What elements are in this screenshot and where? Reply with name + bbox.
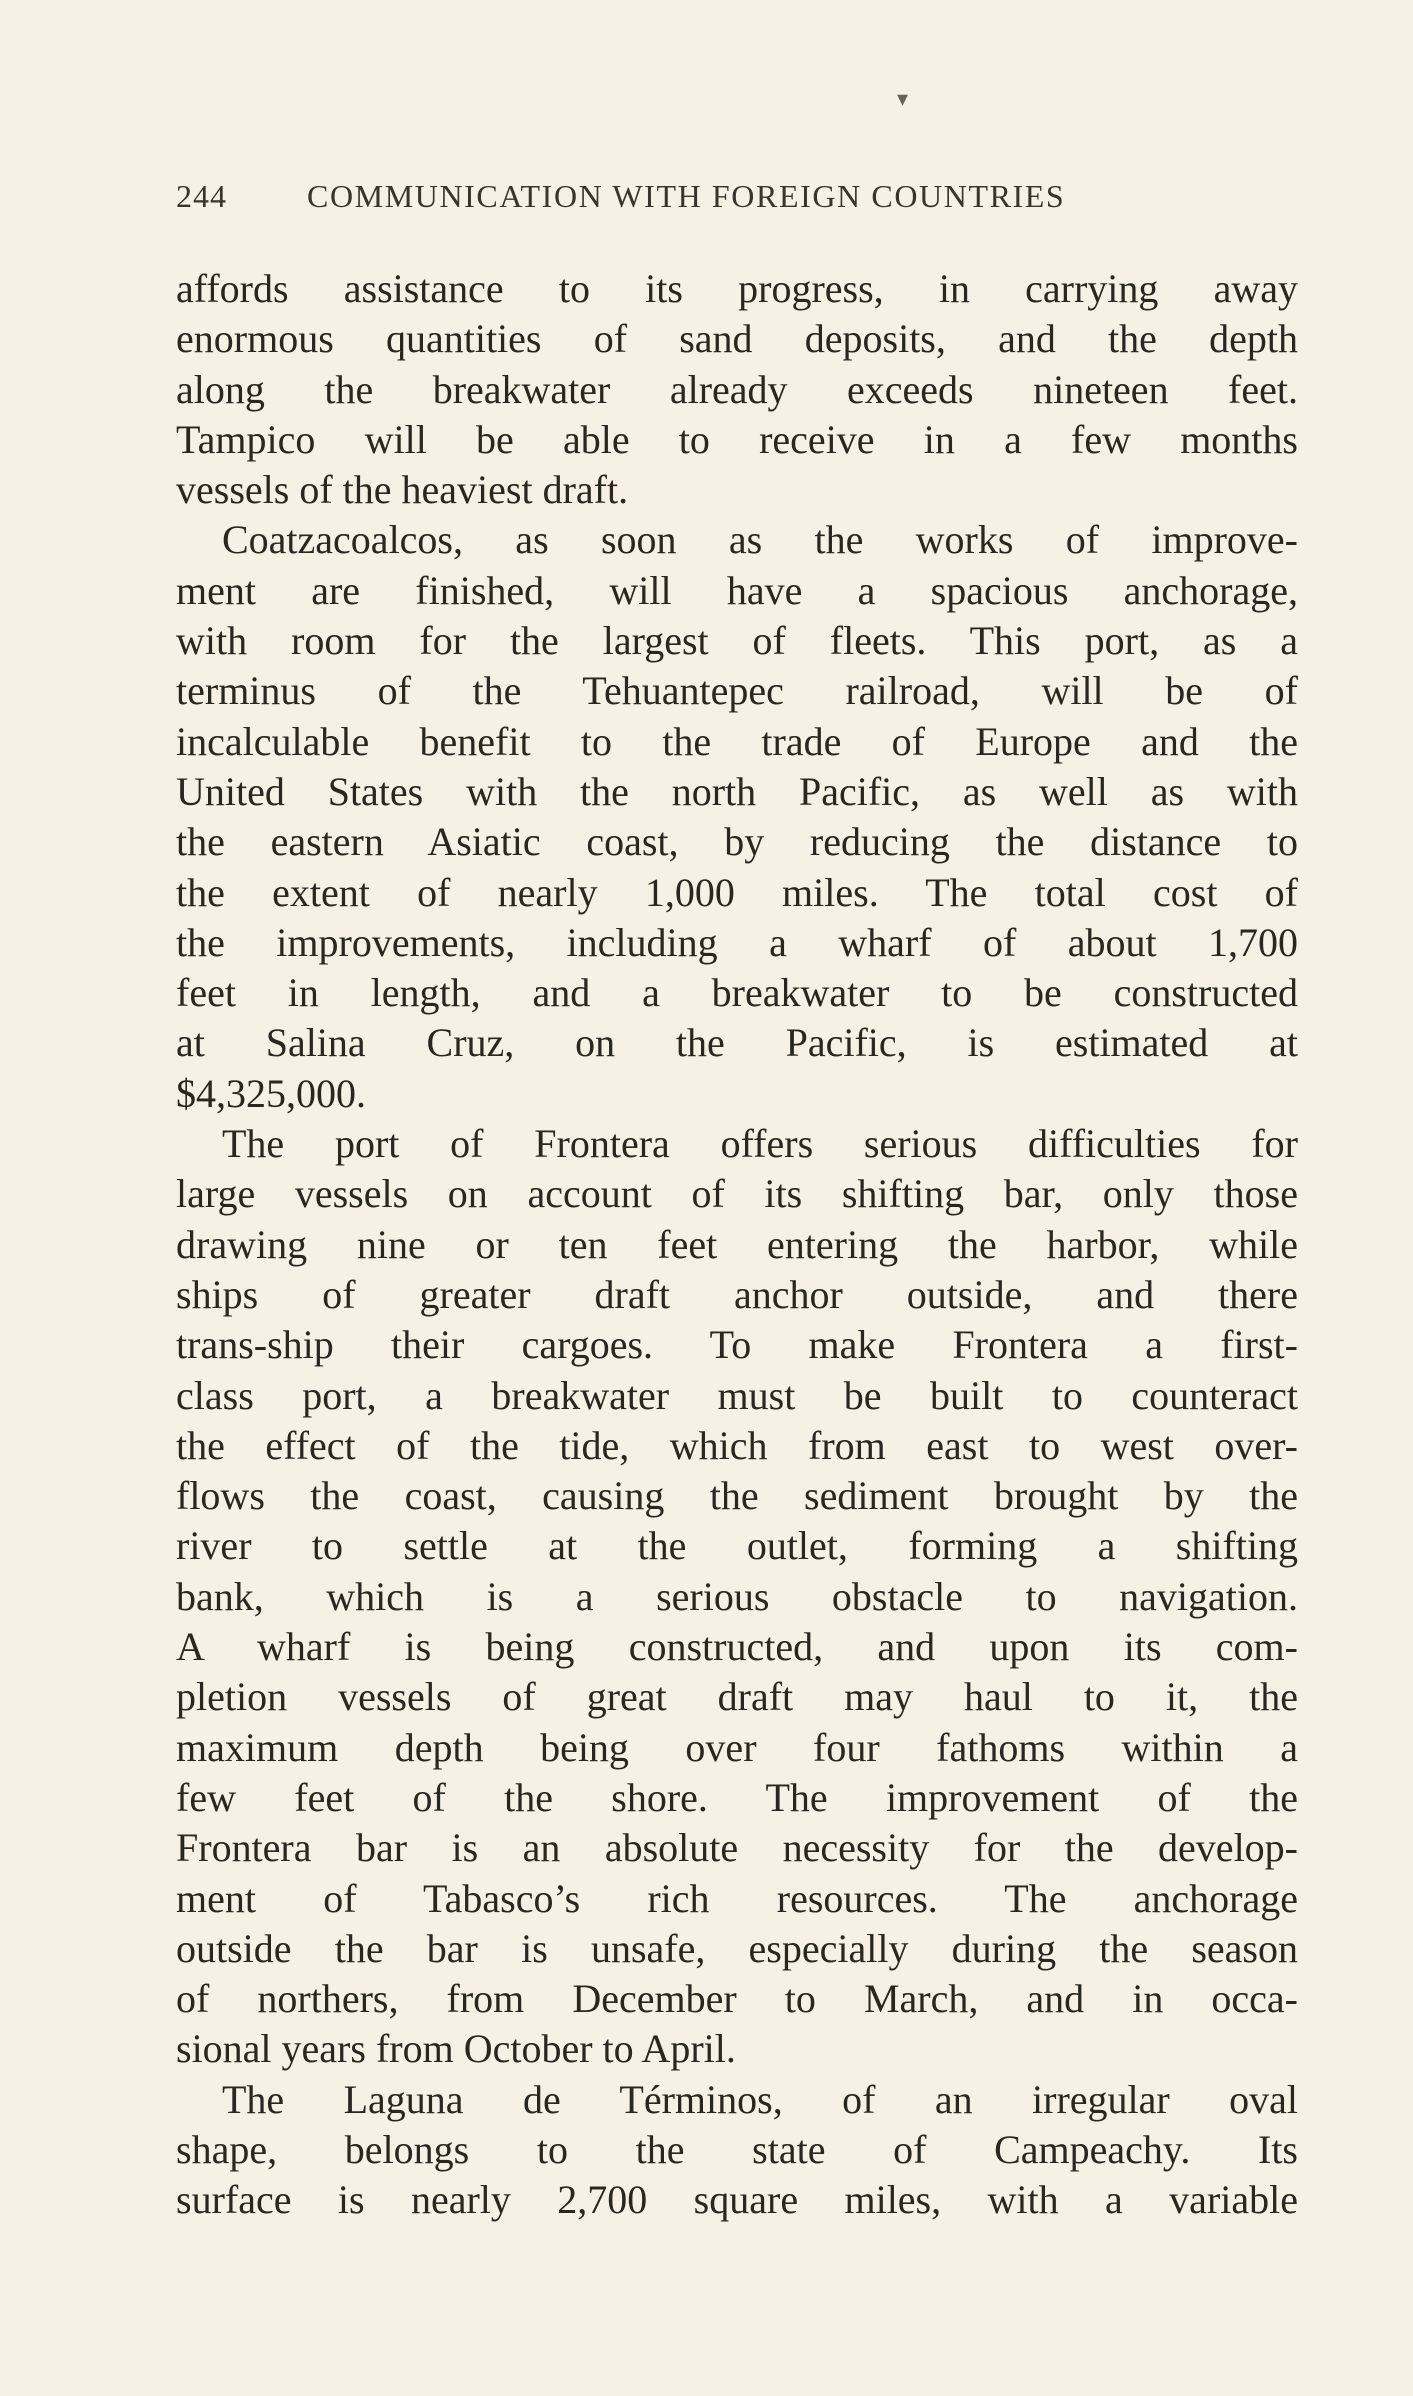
text-line: large vessels on account of its shifting bar, only those <box>176 1171 1298 1217</box>
text-line: trans-ship their cargoes. To make Frontera a first- <box>176 1322 1298 1368</box>
paragraph-2 <box>176 515 1298 1119</box>
text-line: the improvements, including a wharf of about 1,700 <box>176 919 1298 965</box>
text-line: incalculable benefit to the trade of Europe and the <box>176 718 1298 764</box>
text-line: The port of Frontera offers serious difficulties for <box>222 1121 1298 1167</box>
text-line: shape, belongs to the state of Campeachy. Its <box>176 2126 1298 2172</box>
text-line: the eastern Asiatic coast, by reducing the distance to <box>176 819 1298 865</box>
text-line: $4,325,000. <box>176 1070 366 1116</box>
text-line: class port, a breakwater must be built to counteract <box>176 1372 1298 1418</box>
text-line: river to settle at the outlet, forming a shifting <box>176 1523 1298 1569</box>
text-line: drawing nine or ten feet entering the harbor, while <box>176 1221 1298 1267</box>
text-line: of northers, from December to March, and in occa- <box>176 1976 1298 2022</box>
text-line: ment of Tabasco’s rich resources. The anchorage <box>176 1875 1298 1921</box>
text-line: vessels of the heaviest draft. <box>176 467 629 513</box>
running-head: COMMUNICATION WITH FOREIGN COUNTRIES <box>307 178 1066 214</box>
text-line: A wharf is being constructed, and upon its com- <box>176 1624 1298 1670</box>
paragraph-1 <box>176 264 1298 515</box>
text-line: along the breakwater already exceeds nineteen feet. <box>176 366 1298 412</box>
text-line: terminus of the Tehuantepec railroad, will be of <box>176 668 1298 714</box>
text-line: the extent of nearly 1,000 miles. The total cost of <box>176 869 1298 915</box>
text-line: ment are finished, will have a spacious anchorage, <box>176 567 1298 613</box>
text-line: sional years from October to April. <box>176 2026 736 2072</box>
printer-mark: ▾ <box>897 86 909 111</box>
paragraph-3 <box>176 1119 1298 2075</box>
text-line: flows the coast, causing the sediment brought by the <box>176 1473 1298 1519</box>
body-text <box>176 264 1298 2226</box>
text-line: enormous quantities of sand deposits, and the depth <box>176 316 1298 362</box>
text-line: surface is nearly 2,700 square miles, with a variable <box>176 2177 1298 2223</box>
text-line: the effect of the tide, which from east to west over- <box>176 1422 1298 1468</box>
text-line: maximum depth being over four fathoms within a <box>176 1724 1298 1770</box>
text-line: outside the bar is unsafe, especially during the season <box>176 1925 1298 1971</box>
page-number: 244 <box>176 178 227 214</box>
text-line: affords assistance to its progress, in carrying away <box>176 266 1298 311</box>
paragraph-4 <box>176 2075 1298 2226</box>
page-header <box>176 178 1298 228</box>
text-line: pletion vessels of great draft may haul to it, the <box>176 1674 1298 1720</box>
text-line: Frontera bar is an absolute necessity for the develop- <box>176 1825 1298 1871</box>
text-line: Tampico will be able to receive in a few months <box>176 416 1298 462</box>
text-line: at Salina Cruz, on the Pacific, is estimated at <box>176 1020 1298 1066</box>
text-line: with room for the largest of fleets. This port, as a <box>176 618 1298 664</box>
text-line: ships of greater draft anchor outside, and there <box>176 1271 1298 1317</box>
text-line: few feet of the shore. The improvement of the <box>176 1774 1298 1820</box>
text-line: The Laguna de Términos, of an irregular oval <box>222 2076 1298 2122</box>
text-line: United States with the north Pacific, as well as with <box>176 768 1298 814</box>
text-line: bank, which is a serious obstacle to navigation. <box>176 1573 1298 1619</box>
text-line: Coatzacoalcos, as soon as the works of improve- <box>222 517 1298 563</box>
text-line: feet in length, and a breakwater to be constructed <box>176 970 1298 1016</box>
